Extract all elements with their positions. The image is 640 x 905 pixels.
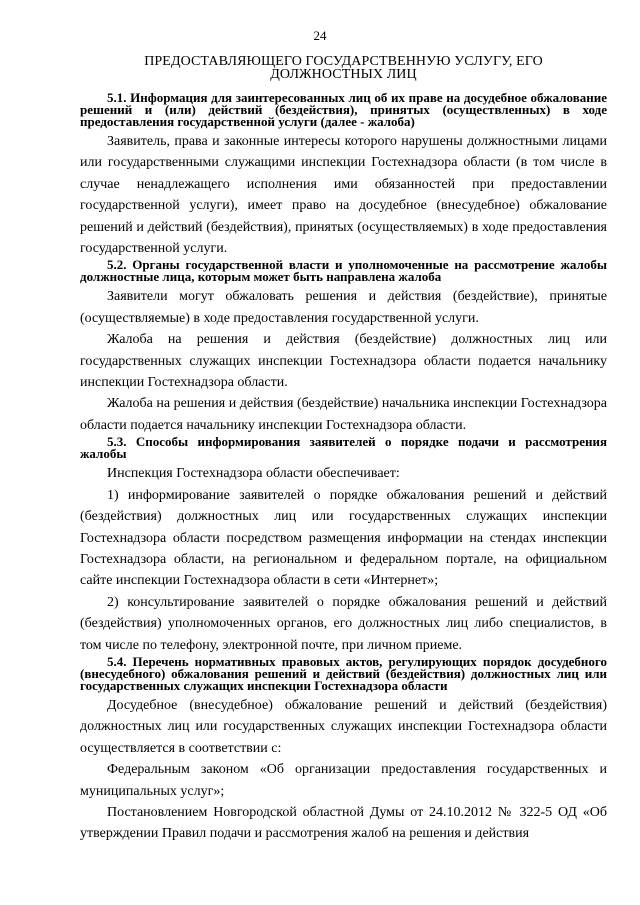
section-title-line-1: ПРЕДОСТАВЛЯЮЩЕГО ГОСУДАРСТВЕННУЮ УСЛУГУ, ЕГО xyxy=(144,54,543,69)
paragraph-5-2-3: Жалоба на решения и действия (бездействие) начальника инспекции Гостехнадзора области подается начальнику инспекции Гостехнадзора области. xyxy=(80,396,607,433)
paragraph-5-4-2: Федеральным законом «Об организации предоставления государственных и муниципальных услуг»; xyxy=(80,762,607,799)
heading-5-3: 5.3. Способы информирования заявителей о порядке подачи и рассмотрения жалобы xyxy=(80,434,607,462)
section-title-line-2: ДОЛЖНОСТНЫХ ЛИЦ xyxy=(270,67,417,82)
heading-5-1: 5.1. Информация для заинтересованных лиц об их праве на досудебное обжалование решений и (или) действий (бездействия), принятых (осуществленных) в ходе предоставления государственной услуги (далее - жалоба) xyxy=(80,90,607,129)
paragraph-5-3-3: 2) консультирование заявителей о порядке обжалования решений и действий (бездействия) уполномоченных органов, его должностных лиц либо специалистов, в том числе по телефону, электронной почте, при личном приеме. xyxy=(80,594,607,653)
paragraph-5-2-2: Жалоба на решения и действия (бездействие) должностных лиц или государственных служащих инспекции Гостехнадзора области подается начальнику инспекции Гостехнадзора области. xyxy=(80,332,607,391)
paragraph-5-2-1: Заявители могут обжаловать решения и действия (бездействие), принятые (осуществляемые) в ходе предоставления государственной услуги. xyxy=(80,289,607,326)
paragraph-5-1-1: Заявитель, права и законные интересы которого нарушены должностными лицами или государственными служащими инспекции Гостехнадзора области (в том числе в случае ненадлежащего исполнения ими обязанностей при предоставлении государственной услуги), имеет право на досудебное (внесудебное) обжалование решений и действий (бездействия), принятых (осуществляемых) в ходе предоставления государственной услуги. xyxy=(80,134,607,257)
section-title xyxy=(80,55,607,81)
paragraph-5-4-3: Постановлением Новгородской областной Думы от 24.10.2012 № 322-5 ОД «Об утверждении Правил подачи и рассмотрения жалоб на решения и действия xyxy=(80,804,607,842)
heading-5-2: 5.2. Органы государственной власти и уполномоченные на рассмотрение жалобы должностные лица, которым может быть направлена жалоба xyxy=(80,257,607,285)
heading-5-4: 5.4. Перечень нормативных правовых актов, регулирующих порядок досудебного (внесудебного) обжалования решений и действий (бездействия) должностных лиц или государственных служащих инспекции Гостехнадзора области xyxy=(80,653,607,693)
page-number: 24 xyxy=(313,28,327,43)
paragraph-5-3-2: 1) информирование заявителей о порядке обжалования решений и действий (бездействия) должностных лиц или государственных служащих инспекции Гостехнадзора области посредством размещения информации на стендах инспекции Гостехнадзора области, на региональном и федеральном портале, на официальном сайте инспекции Гостехнадзора области в сети «Интернет»; xyxy=(80,487,607,589)
paragraph-5-4-1: Досудебное (внесудебное) обжалование решений и действий (бездействия) должностных лиц или государственных служащих инспекции Гостехнадзора области осуществляется в соответствии с: xyxy=(80,697,607,756)
paragraph-5-3-1: Инспекция Гостехнадзора области обеспечивает: xyxy=(107,466,400,482)
page-content xyxy=(80,55,607,845)
